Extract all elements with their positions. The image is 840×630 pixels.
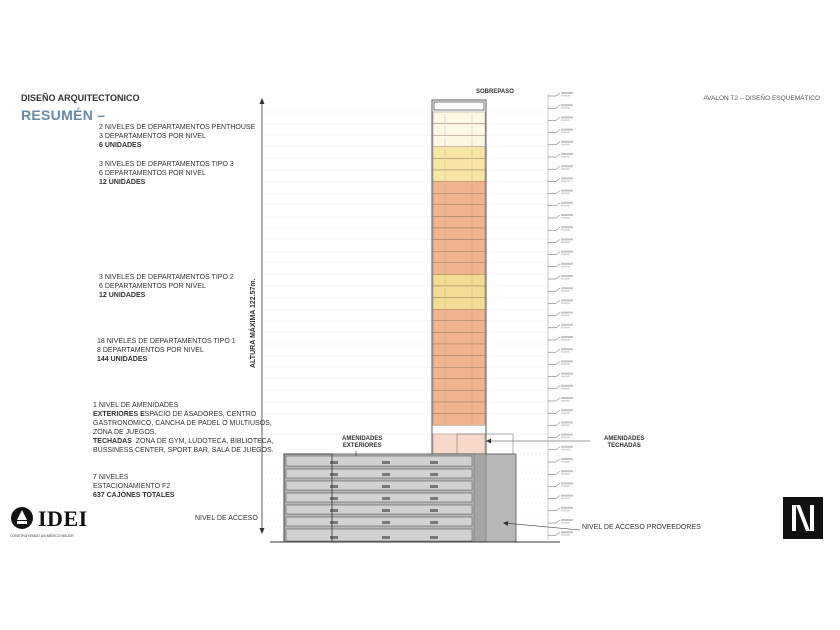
car-mark	[430, 536, 438, 539]
car-mark	[382, 461, 390, 464]
car-mark	[382, 536, 390, 539]
penthouse-per-level: 3 DEPARTAMENTOS POR NIVEL	[99, 133, 206, 140]
idei-logo-text: IDEI	[38, 506, 88, 531]
car-mark	[382, 497, 390, 500]
amenity-floor	[433, 434, 485, 454]
nivel-proveedores-label: NIVEL DE ACCESO PROVEEDORES	[582, 524, 701, 531]
car-mark	[430, 521, 438, 524]
tipo1-levels: 18 NIVELES DE DEPARTAMENTOS TIPO 1	[97, 338, 236, 345]
parking-level	[286, 481, 472, 490]
tipo1-floor	[433, 309, 485, 321]
tipo1-floor	[433, 414, 485, 426]
amenidades-ext-text1: SPACIO DE ASADORES, CENTRO	[144, 411, 257, 418]
amenidades-ext-text3: ZONA DE JUEGOS.	[93, 429, 157, 436]
tipo2-per-level: 6 DEPARTAMENTOS POR NIVEL	[99, 283, 206, 290]
tower-floors	[433, 112, 485, 454]
tipo2-levels: 3 NIVELES DE DEPARTAMENTOS TIPO 2	[99, 274, 234, 281]
car-mark	[382, 485, 390, 488]
project-title: AVALON T2 – DISEÑO ESQUEMÁTICO	[703, 95, 820, 102]
tipo1-floor	[433, 321, 485, 333]
amenidades-exteriores-label: AMENIDADES EXTERIORES	[342, 436, 383, 449]
n-mark-icon	[783, 497, 823, 539]
tipo1-units: 144 UNIDADES	[97, 356, 148, 363]
amenidades-tech-text1: ZONA DE GYM, LUDOTECA, BIBLIOTECA,	[135, 438, 274, 445]
tipo1-floor	[433, 344, 485, 356]
car-mark	[330, 521, 338, 524]
parking-units: 637 CAJONES TOTALES	[93, 492, 175, 499]
car-mark	[430, 497, 438, 500]
level-elevation-marks	[548, 92, 573, 540]
amenidades-tech-text2: BUSSINESS CENTER, SPORT BAR, SALA DE JUEGOS.	[93, 447, 274, 454]
idei-emblem-icon	[10, 506, 34, 530]
tipo1-floor	[433, 182, 485, 194]
tipo1-floor	[433, 367, 485, 379]
parking-level	[286, 456, 472, 466]
tipo2-floor	[433, 274, 485, 286]
tipo3-levels: 3 NIVELES DE DEPARTAMENTOS TIPO 3	[99, 161, 234, 168]
parking-level	[286, 529, 472, 541]
car-mark	[382, 521, 390, 524]
amenidades-ext-label: EXTERIORES E	[93, 411, 145, 418]
car-mark	[330, 497, 338, 500]
tipo1-floor	[433, 402, 485, 414]
parking-level	[286, 505, 472, 514]
tipo1-floor	[433, 379, 485, 391]
tipo3-per-level: 6 DEPARTAMENTOS POR NIVEL	[99, 170, 206, 177]
tipo1-floor	[433, 356, 485, 368]
tipo3-floor	[433, 147, 485, 159]
tipo1-floor	[433, 228, 485, 240]
nivel-acceso-label: NIVEL DE ACCESO	[195, 515, 258, 522]
height-arrow-bottom	[260, 528, 265, 534]
penthouse-levels: 2 NIVELES DE DEPARTAMENTOS PENTHOUSE	[99, 124, 256, 131]
tipo3-units: 12 UNIDADES	[99, 179, 146, 186]
core-shaft	[474, 454, 486, 542]
amen-tech-arrow	[486, 439, 491, 444]
tipo1-floor	[433, 240, 485, 252]
car-mark	[430, 461, 438, 464]
penthouse-floor	[433, 112, 485, 124]
tipo1-floor	[433, 205, 485, 217]
tipo1-floor	[433, 251, 485, 263]
page-subtitle: RESUMÉN –	[21, 107, 106, 123]
parking-level	[286, 493, 472, 502]
page-heading: DISEÑO ARQUITECTONICO	[21, 93, 140, 103]
car-mark	[330, 485, 338, 488]
sobrepaso-box	[434, 102, 484, 110]
amenidades-ext-text2: GASTRONOMICO, CANCHA DE PADEL O MULTIUSOS,	[93, 420, 272, 427]
tipo1-per-level: 8 DEPARTAMENTOS POR NIVEL	[97, 347, 204, 354]
brand-mark-logo	[783, 497, 823, 539]
car-mark	[382, 473, 390, 476]
car-mark	[330, 536, 338, 539]
idei-tagline: CONSTRUYENDO UN MÉXICO MEJOR	[10, 534, 74, 538]
parking-type: ESTACIONAMIENTO F2	[93, 483, 171, 490]
tipo1-floor	[433, 216, 485, 228]
parking-level	[286, 517, 472, 526]
penthouse-units: 6 UNIDADES	[99, 142, 142, 149]
tipo2-floor	[433, 286, 485, 298]
car-mark	[430, 473, 438, 476]
tipo1-floor	[433, 390, 485, 402]
tipo1-floor	[433, 332, 485, 344]
tipo2-floor	[433, 298, 485, 310]
tipo1-floor	[433, 263, 485, 275]
car-mark	[430, 485, 438, 488]
car-mark	[430, 509, 438, 512]
tipo3-floor	[433, 158, 485, 170]
car-mark	[382, 509, 390, 512]
amenidades-tech-label: TECHADAS	[93, 438, 132, 445]
sobrepaso-label: SOBREPASO	[476, 89, 514, 95]
penthouse-floor	[433, 124, 485, 136]
amenidades-levels: 1 NIVEL DE AMENIDADES	[93, 402, 179, 409]
amenidades-techadas-label: AMENIDADES TECHADAS	[604, 436, 645, 449]
tipo2-units: 12 UNIDADES	[99, 292, 146, 299]
height-label: ALTURA MÁXIMA 122.57m.	[250, 278, 257, 368]
car-mark	[330, 461, 338, 464]
car-mark	[330, 509, 338, 512]
height-arrow-top	[260, 98, 265, 104]
tipo3-floor	[433, 170, 485, 182]
penthouse-floor	[433, 135, 485, 147]
car-mark	[330, 473, 338, 476]
parking-level	[286, 469, 472, 478]
parking-levels: 7 NIVELES	[93, 474, 129, 481]
tipo1-floor	[433, 193, 485, 205]
